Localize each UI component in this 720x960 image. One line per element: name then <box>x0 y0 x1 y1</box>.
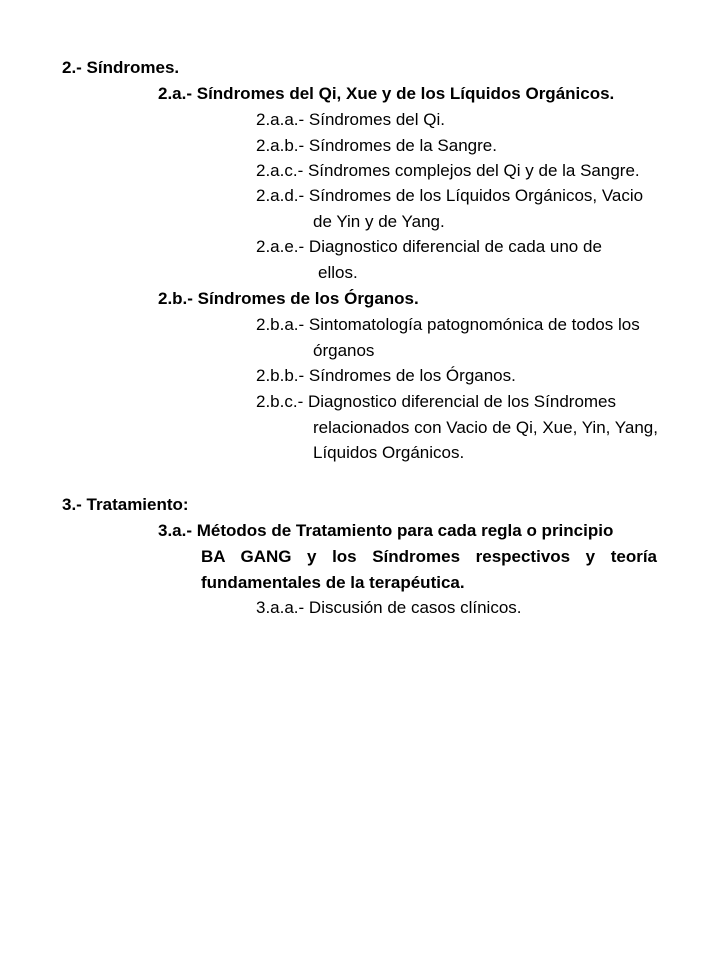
section-2b-item: 2.b.a.- Sintomatología patognomónica de todos los <box>256 315 640 334</box>
section-2a-title: 2.a.- Síndromes del Qi, Xue y de los Líquidos Orgánicos. <box>158 84 615 103</box>
section-2b-item: 2.b.c.- Diagnostico diferencial de los Síndromes <box>256 392 617 411</box>
section-2b-item-continuation: Líquidos Orgánicos. <box>313 443 465 462</box>
section-2b-title: 2.b.- Síndromes de los Órganos. <box>158 289 419 308</box>
section-2a-item: 2.a.c.- Síndromes complejos del Qi y de la Sangre. <box>256 161 640 180</box>
section-2b-item-continuation: órganos <box>313 341 375 360</box>
section-2a-item: 2.a.a.- Síndromes del Qi. <box>256 110 445 129</box>
section-3a-title-continuation: BA GANG y los Síndromes respectivos y teoría <box>201 547 657 566</box>
section-3a-title-continuation: fundamentales de la terapéutica. <box>201 573 465 592</box>
section-2b-item: 2.b.b.- Síndromes de los Órganos. <box>256 366 516 385</box>
section-3a-item: 3.a.a.- Discusión de casos clínicos. <box>256 598 522 617</box>
section-3a-title: 3.a.- Métodos de Tratamiento para cada regla o principio <box>158 521 614 540</box>
section-2a-item: 2.a.e.- Diagnostico diferencial de cada uno de <box>256 237 602 256</box>
section-2a-item-continuation: de Yin y de Yang. <box>313 212 445 231</box>
section-2a-item: 2.a.d.- Síndromes de los Líquidos Orgánicos, Vacio <box>256 186 644 205</box>
section-2a-item: 2.a.b.- Síndromes de la Sangre. <box>256 136 497 155</box>
section-2b-item-continuation: relacionados con Vacio de Qi, Xue, Yin, Yang, <box>313 418 658 437</box>
section-2-heading: 2.- Síndromes. <box>62 58 180 77</box>
section-3-heading: 3.- Tratamiento: <box>62 495 189 514</box>
section-2a-item-continuation: ellos. <box>318 263 358 282</box>
